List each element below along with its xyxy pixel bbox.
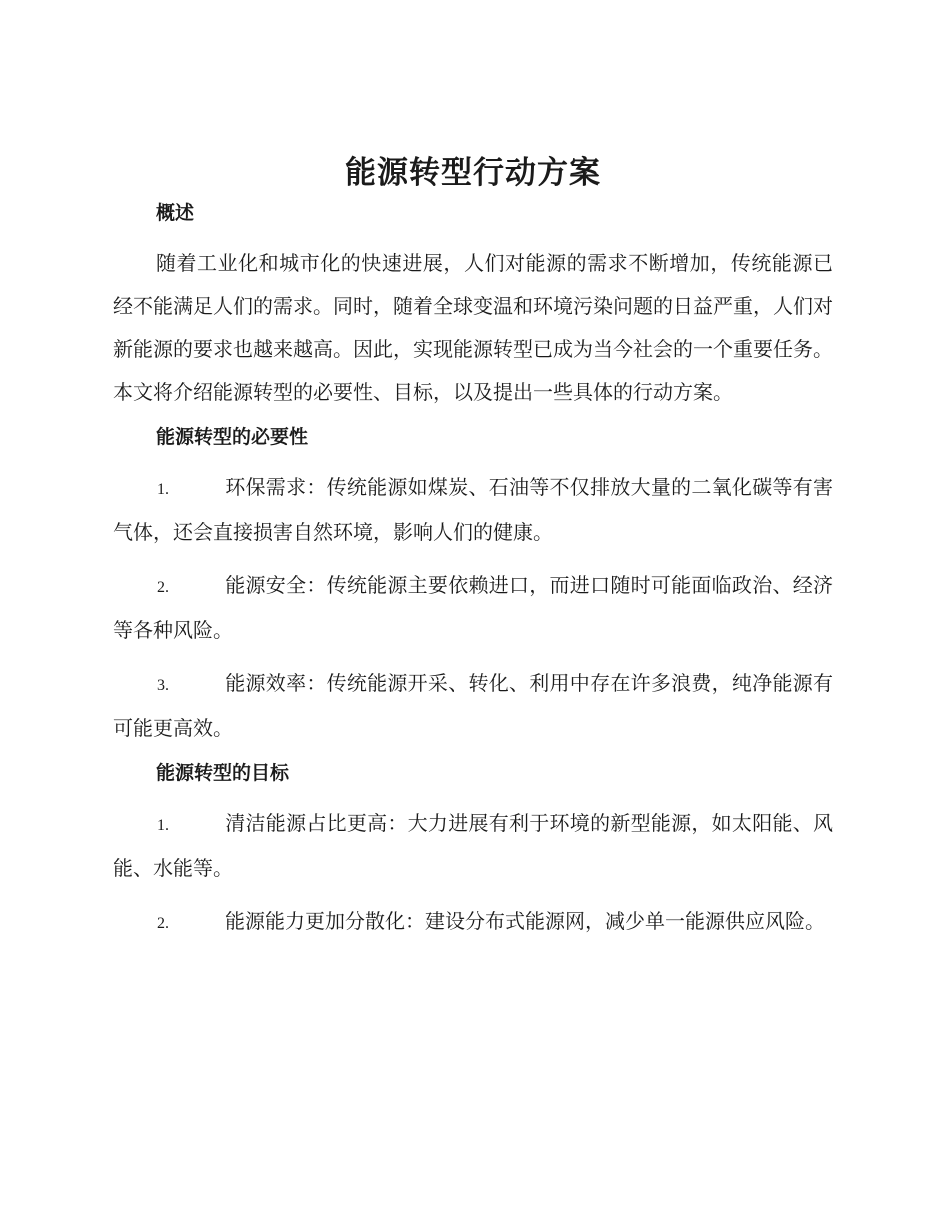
list-item-number: 2. <box>157 579 169 596</box>
list-item-number: 2. <box>157 915 169 932</box>
list-item-text: 能源安全：传统能源主要依赖进口，而进口随时可能面临政治、经济等各种风险。 <box>113 573 833 642</box>
section-heading: 能源转型的目标 <box>156 762 290 784</box>
list-item <box>113 662 833 750</box>
list-item-number: 1. <box>157 481 169 498</box>
section-necessity <box>113 424 833 750</box>
section-overview <box>113 200 833 414</box>
document-title: 能源转型行动方案 <box>345 155 601 191</box>
list-item-text: 清洁能源占比更高：大力进展有利于环境的新型能源，如太阳能、风能、水能等。 <box>113 811 833 880</box>
section-heading: 概述 <box>156 202 195 224</box>
section-goals <box>113 760 833 945</box>
list-item <box>113 900 833 945</box>
list-item <box>113 802 833 890</box>
overview-paragraph: 随着工业化和城市化的快速进展，人们对能源的需求不断增加，传统能源已经不能满足人们的需求。同时，随着全球变温和环境污染问题的日益严重，人们对新能源的要求也越来越高。因此，实现能源转型已成为当今社会的一个重要任务。本文将介绍能源转型的必要性、目标，以及提出一些具体的行动方案。 <box>113 251 833 404</box>
document-page <box>113 150 833 945</box>
list-item-text: 环保需求：传统能源如煤炭、石油等不仅排放大量的二氧化碳等有害气体，还会直接损害自然环境，影响人们的健康。 <box>113 475 833 544</box>
section-heading: 能源转型的必要性 <box>156 426 309 448</box>
list-item <box>113 564 833 652</box>
list-item-text: 能源效率：传统能源开采、转化、利用中存在许多浪费，纯净能源有可能更高效。 <box>113 671 833 740</box>
list-item-number: 3. <box>157 677 169 694</box>
list-item <box>113 466 833 554</box>
list-item-number: 1. <box>157 817 169 834</box>
list-item-text: 能源能力更加分散化：建设分布式能源网，减少单一能源供应风险。 <box>225 909 825 933</box>
